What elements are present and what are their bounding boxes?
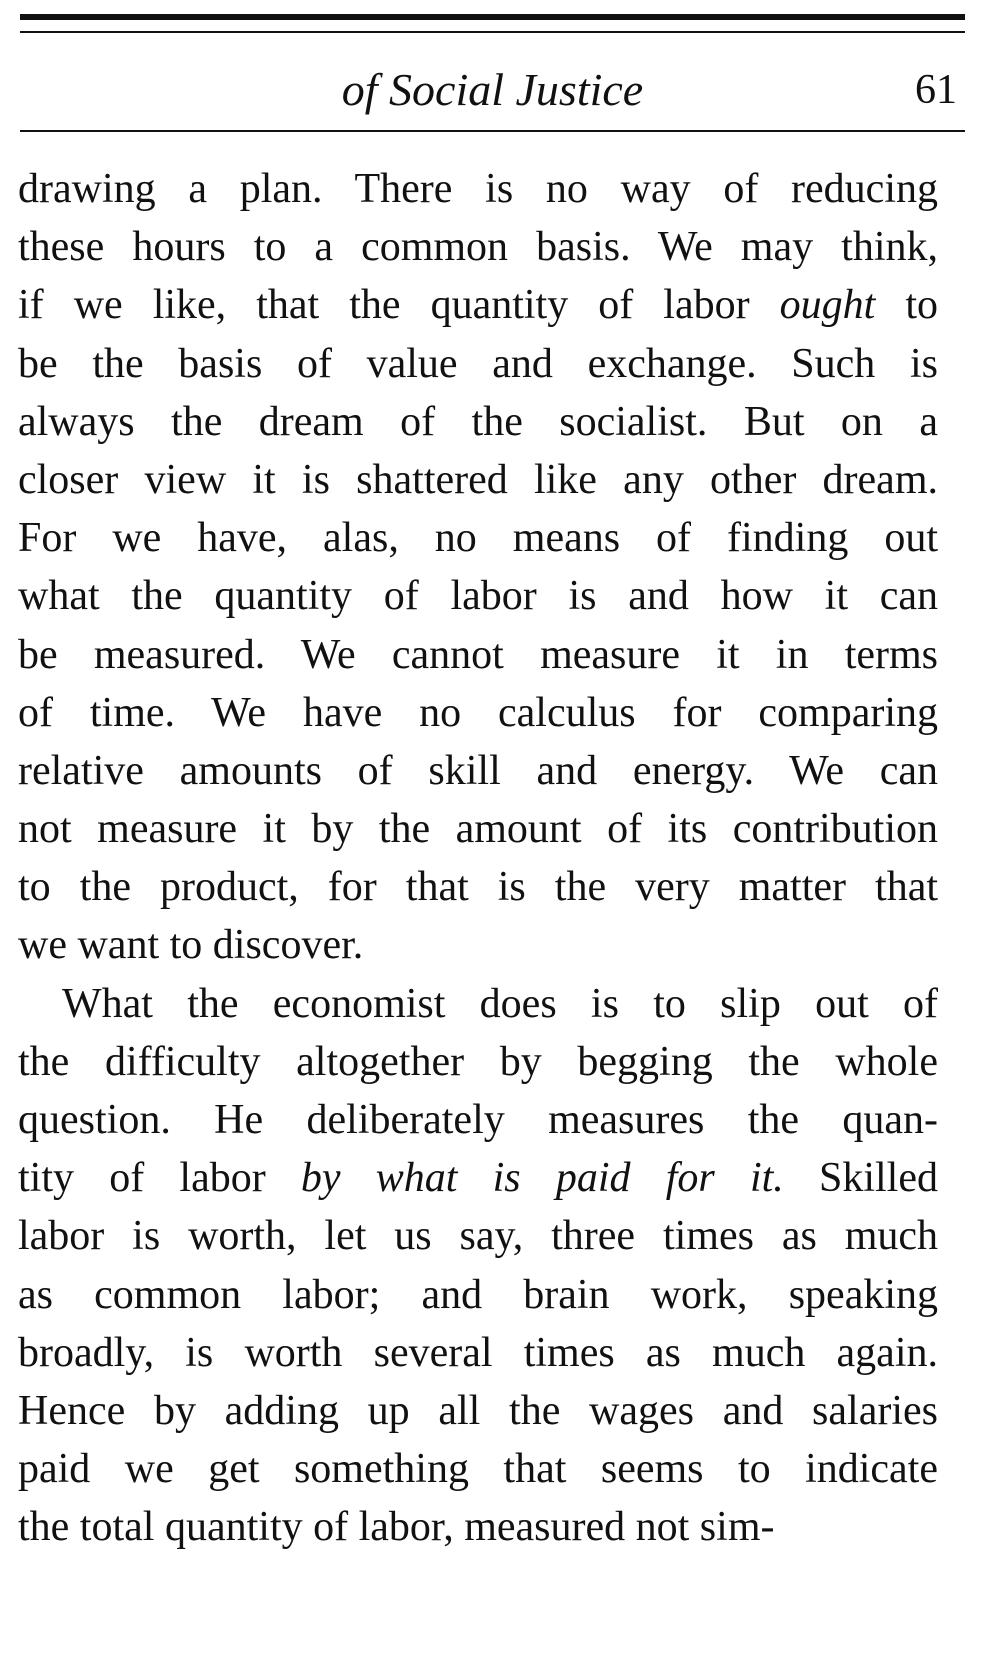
text-segment: to the product, for that is the very matter that xyxy=(18,864,938,911)
top-double-rule-thin xyxy=(20,31,965,33)
text-segment: be the basis of value and exchange. Such is xyxy=(18,340,938,387)
text-line xyxy=(18,800,938,858)
text-line xyxy=(18,1149,938,1207)
text-segment: these hours to a common basis. We may think, xyxy=(18,224,938,271)
text-segment: as common labor; and brain work, speaking xyxy=(18,1271,938,1318)
text-segment: to xyxy=(875,282,938,329)
text-line xyxy=(18,916,938,974)
top-double-rule-thick xyxy=(20,14,965,20)
text-segment: What the economist does is to slip out of xyxy=(62,980,938,1027)
text-segment: we want to discover. xyxy=(18,922,364,969)
text-segment: For we have, alas, no means of finding out xyxy=(18,515,938,562)
text-line xyxy=(18,1091,938,1149)
text-segment: the difficulty altogether by begging the whole xyxy=(18,1038,938,1085)
text-segment: always the dream of the socialist. But on a xyxy=(18,398,938,445)
text-segment: the total quantity of labor, measured not sim- xyxy=(18,1504,775,1551)
text-line xyxy=(18,1033,938,1091)
text-segment: drawing a plan. There is no way of reducing xyxy=(18,166,938,212)
text-line xyxy=(18,1266,938,1324)
text-line xyxy=(18,626,938,684)
italic-phrase: ought xyxy=(779,282,876,329)
text-segment: Skilled xyxy=(783,1155,938,1202)
text-line xyxy=(18,1324,938,1382)
text-line xyxy=(18,276,938,334)
page-number: 61 xyxy=(915,67,957,113)
text-segment: Hence by adding up all the wages and salaries xyxy=(18,1387,938,1434)
text-segment: if we like, that the quantity of labor xyxy=(18,282,780,329)
text-line xyxy=(18,1382,938,1440)
text-line xyxy=(18,1440,938,1498)
text-line xyxy=(18,1207,938,1265)
text-line xyxy=(18,393,938,451)
italic-phrase: by what is paid for it. xyxy=(300,1155,784,1202)
text-line xyxy=(18,218,938,276)
text-line xyxy=(18,858,938,916)
text-line xyxy=(18,335,938,393)
text-segment: broadly, is worth several times as much again. xyxy=(18,1329,938,1376)
header-rule xyxy=(20,130,965,132)
text-segment: relative amounts of skill and energy. We can xyxy=(18,747,938,794)
text-line xyxy=(18,160,938,218)
running-title: of Social Justice xyxy=(341,64,644,115)
text-line xyxy=(18,742,938,800)
text-segment: of time. We have no calculus for comparing xyxy=(18,689,938,736)
text-segment: question. He deliberately measures the quan- xyxy=(18,1097,938,1143)
text-segment: closer view it is shattered like any other dream. xyxy=(18,456,938,503)
text-segment: what the quantity of labor is and how it can xyxy=(18,573,938,620)
text-segment: not measure it by the amount of its contribution xyxy=(18,806,938,853)
text-segment: be measured. We cannot measure it in terms xyxy=(18,631,938,678)
text-line xyxy=(18,451,938,509)
text-line xyxy=(18,975,938,1033)
body-text xyxy=(18,160,938,1557)
text-segment: labor is worth, let us say, three times as much xyxy=(18,1213,938,1260)
running-head xyxy=(20,60,965,120)
text-line xyxy=(18,684,938,742)
text-line xyxy=(18,567,938,625)
text-line xyxy=(18,509,938,567)
text-segment: paid we get something that seems to indicate xyxy=(18,1446,938,1493)
text-segment: tity of labor xyxy=(18,1155,301,1202)
text-line xyxy=(18,1498,938,1556)
